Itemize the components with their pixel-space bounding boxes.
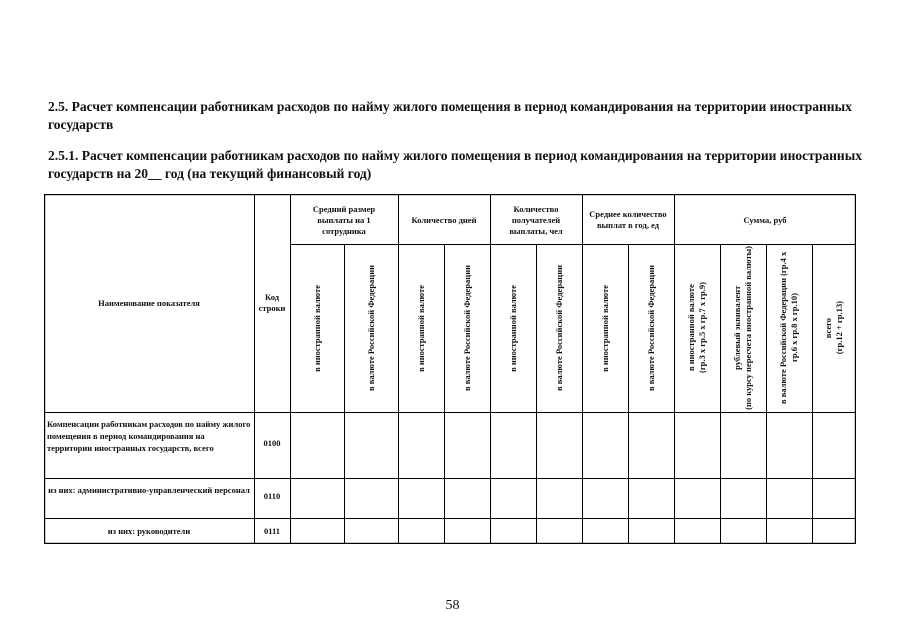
group-recipients-count: Количество получателей выплаты, чел [509, 203, 563, 236]
subheader-col7 [490, 246, 536, 410]
subheader-col9 [582, 246, 628, 410]
subheader-col11-text: в иностранной валюте (гр.3 х гр.5 х гр.7 х гр.9) [686, 282, 707, 374]
row-label-managers: из них: руководители [107, 526, 191, 536]
subheader-col10 [628, 246, 674, 410]
subheader-col4-text: в валюте Российской Федерации [365, 265, 376, 391]
group-avg-payment: Средний размер выплаты на 1 сотрудника [312, 203, 376, 236]
row-label-admin-staff: из них: административно-управленческий персонал [48, 485, 250, 495]
section-heading: 2.5. Расчет компенсации работникам расходов по найму жилого помещения в период командирования на территории иностранных государств [48, 99, 852, 132]
subsection-heading: 2.5.1. Расчет компенсации работникам расходов по найму жилого помещения в период командирования на территории иностранных государств на 20__ год (на текущий финансовый год) [48, 148, 863, 181]
row-label-total: Компенсации работникам расходов по найму жилого помещения в период командирования на территории иностранных государств, всего [47, 419, 251, 453]
subheader-col12-text: рублевый эквивалент (по курсу пересчета иностранной валюты) [732, 246, 753, 410]
subheader-col7-text: в иностранной валюте [507, 284, 518, 372]
subheader-col13 [766, 246, 812, 410]
subheader-col13-text: в валюте Российской Федерации (гр.4 х гр.6 х гр.8 х гр.10) [778, 251, 799, 405]
row-code-0110: 0110 [263, 491, 281, 501]
page-number: 58 [445, 598, 460, 613]
header-indicator-name: Наименование показателя [98, 297, 200, 308]
subheader-col12 [720, 246, 766, 410]
subheader-col9-text: в иностранной валюте [599, 284, 610, 372]
subheader-col3 [290, 246, 344, 410]
subheader-col8-text: в валюте Российской Федерации [553, 265, 564, 391]
subheader-col11 [674, 246, 720, 410]
group-sum-rub: Сумма, руб [743, 214, 787, 225]
subheader-col5-text: в иностранной валюте [415, 284, 426, 372]
subheader-col14-text: всего (гр.12 + гр.13) [823, 301, 844, 355]
header-row-code: Код строки [258, 292, 286, 313]
subheader-col14 [812, 246, 856, 410]
subheader-col8 [536, 246, 582, 410]
group-avg-payments-per-year: Среднее количество выплат в год, ед [589, 209, 667, 230]
subheader-col6-text: в валюте Российской Федерации [461, 265, 472, 391]
subheader-col5 [398, 246, 444, 410]
subheader-col6 [444, 246, 490, 410]
subheader-col3-text: в иностранной валюте [311, 284, 322, 372]
row-code-0100: 0100 [263, 438, 281, 448]
subheader-col4 [344, 246, 398, 410]
group-days-count: Количество дней [411, 214, 477, 225]
row-code-0111: 0111 [263, 526, 281, 536]
subheader-col10-text: в валюте Российской Федерации [645, 265, 656, 391]
compensation-table [44, 194, 856, 544]
